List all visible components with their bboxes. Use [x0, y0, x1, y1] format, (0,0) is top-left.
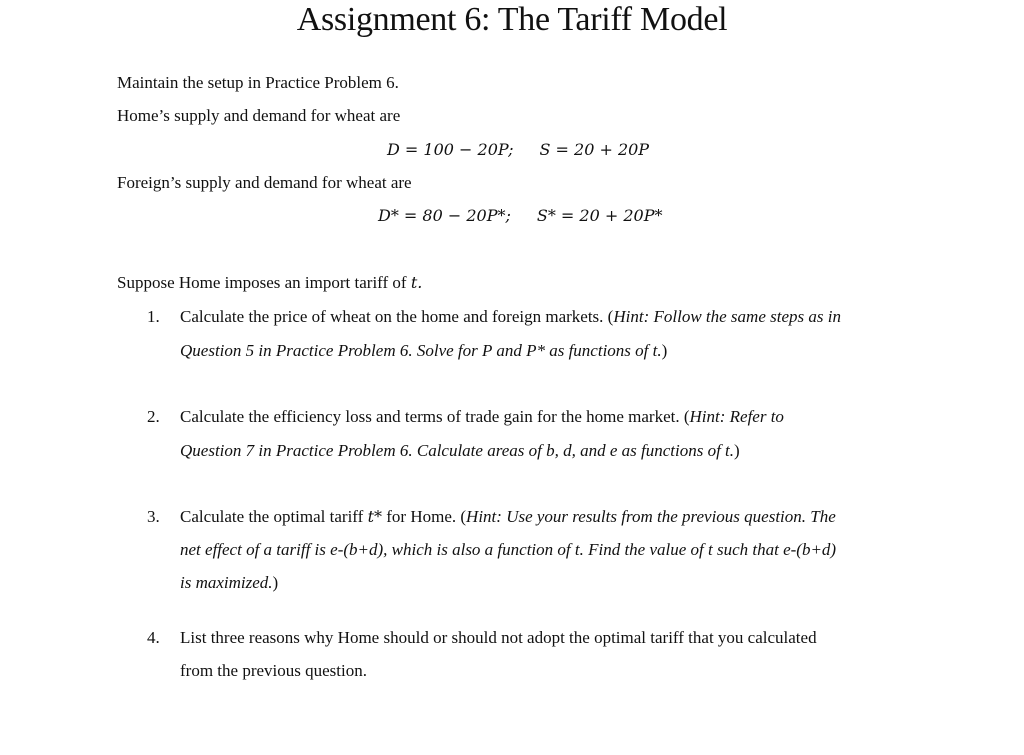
question-text: Calculate the price of wheat on the home and foreign markets. (	[180, 307, 614, 326]
question-number: 4.	[147, 628, 160, 647]
hint-text: Question 5 in Practice Problem 6. Solve for P and P* as functions of t.	[180, 341, 662, 360]
question-text: for Home. (	[382, 507, 467, 526]
home-demand-equation: D = 100 − 20P;	[387, 140, 514, 159]
foreign-equations	[378, 205, 662, 227]
question-1-line-2	[180, 334, 940, 367]
tariff-intro	[117, 272, 422, 294]
question-2-line-1	[180, 400, 940, 433]
hint-text: net effect of a tariff is e-(b+d), which is also a function of t. Find the value of t such that e-(b+d)	[180, 540, 837, 559]
page-title: Assignment 6: The Tariff Model	[296, 1, 728, 38]
hint-label: Hint:	[613, 307, 650, 326]
question-3-line-2	[180, 533, 940, 566]
question-1-line-1	[180, 300, 940, 333]
hint-text: Use your results from the previous question. The	[501, 507, 836, 526]
hint-label: Hint:	[689, 407, 726, 426]
question-4-line-2: from the previous question.	[180, 661, 367, 680]
question-text: Calculate the efficiency loss and terms of trade gain for the home market. (	[180, 407, 690, 426]
question-number: 3.	[147, 507, 160, 526]
hint-text: Refer to	[725, 407, 784, 426]
hint-text: is maximized.	[180, 573, 273, 592]
tariff-intro-text: Suppose Home imposes an import tariff of	[117, 273, 407, 292]
optimal-tariff-variable: t*	[367, 507, 383, 526]
foreign-supply-equation: S* = 20 + 20P*	[536, 206, 663, 225]
home-equations	[387, 139, 649, 161]
hint-text: Question 7 in Practice Problem 6. Calculate areas of b, d, and e as functions of t.	[180, 441, 735, 460]
question-number: 2.	[147, 407, 160, 426]
closing-paren: )	[661, 341, 668, 360]
home-supply-equation: S = 20 + 20P	[539, 140, 650, 159]
question-3-line-1	[180, 500, 940, 533]
question-number: 1.	[147, 307, 160, 326]
tariff-variable: t.	[410, 273, 423, 292]
closing-paren: )	[734, 441, 740, 460]
hint-text: Follow the same steps as in	[649, 307, 841, 326]
question-4-line-1: List three reasons why Home should or should not adopt the optimal tariff that you calculated	[180, 628, 817, 647]
foreign-demand-equation: D* = 80 − 20P*;	[378, 206, 511, 225]
foreign-intro: Foreign’s supply and demand for wheat are	[117, 173, 412, 192]
hint-label: Hint:	[466, 507, 502, 526]
setup-line: Maintain the setup in Practice Problem 6.	[117, 73, 399, 92]
question-2-line-2	[180, 434, 940, 467]
question-3-line-3	[180, 566, 940, 599]
closing-paren: )	[272, 573, 279, 592]
home-intro: Home’s supply and demand for wheat are	[117, 106, 401, 125]
question-text: Calculate the optimal tariff	[180, 507, 368, 526]
